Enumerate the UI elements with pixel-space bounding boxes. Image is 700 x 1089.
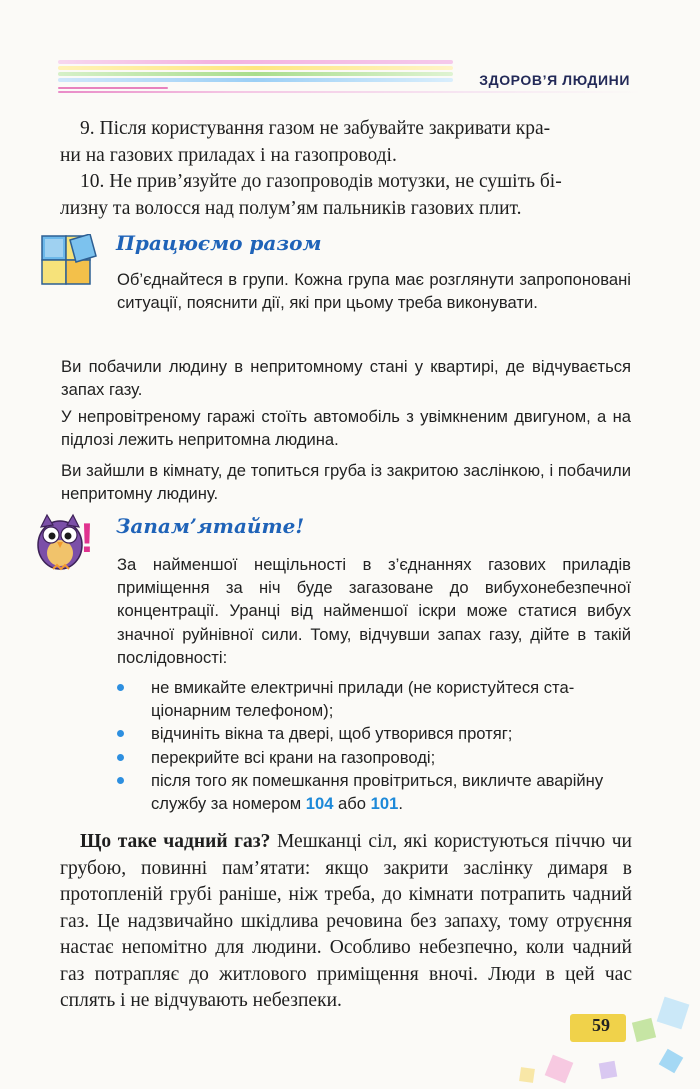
rule-10-line2: лизну та волосся над полум’ям пальників газових плит. <box>60 197 522 219</box>
situation-2: У непровітреному гаражі стоїть автомобіль з увімкненим двигуном, а на підлозі лежить непритомна людина. <box>61 407 631 450</box>
exclamation-icon: ! <box>80 514 94 561</box>
co-gas-text: Мешканці сіл, які користуються піччю чи грубою, повинні пам’ятати: якщо закрити заслінку димаря в протопленій грубі раніше, ніж треба, до кімнати потрапить чадний газ. Це надзвичайно шкідлива речовина без запаху, тому отруєння настає непомітно для людини. Особливо небезпечно, коли чадний газ потрапляє до житлового приміщення вночі. Люди в цей час сплять і не відчувають небезпеки. <box>60 831 632 1011</box>
remember-bullet-list <box>117 676 631 815</box>
remember-title: Запам’ятайте! <box>116 514 305 538</box>
bullet-icon <box>117 754 124 761</box>
list-item <box>117 722 631 745</box>
rule-9-line2: ни на газових приладах і на газопроводі. <box>60 144 397 166</box>
situation-1: Ви побачили людину в непритомному стані у квартирі, де відчувається запах газу. <box>61 357 631 400</box>
co-gas-heading: Що таке чадний газ? <box>80 831 271 852</box>
safety-rules <box>60 116 632 222</box>
rule-9-line1: 9. Після користування газом не забувайте закривати кра- <box>80 118 551 139</box>
list-item <box>117 769 631 815</box>
co-gas-paragraph <box>60 829 632 1015</box>
bullet-icon <box>117 777 124 784</box>
header-title: ЗДОРОВ’Я ЛЮДИНИ <box>479 72 630 88</box>
emergency-number-101: 101 <box>370 794 399 814</box>
situation-3: Ви зайшли в кімнату, де топиться груба із закритою заслінкою, і побачили непритомну людину. <box>61 461 631 504</box>
bullet-text: перекрийте всі крани на газопроводі; <box>151 747 436 767</box>
bullet-text: відчиніть вікна та двері, щоб утворився протяг; <box>151 724 513 744</box>
bullet-text: після того як помешкання провітриться, викличте аварійну службу за номером <box>151 770 604 814</box>
page-number: 59 <box>592 1015 610 1035</box>
bullet-text: не вмикайте електричні прилади (не користуйтеся стаціонарним телефоном); <box>151 678 575 721</box>
list-item <box>117 746 631 769</box>
work-together-title: Працюємо разом <box>116 231 322 255</box>
bullet-text-mid: або <box>333 794 371 814</box>
emergency-number-104: 104 <box>305 794 334 814</box>
rule-10-line1: 10. Не прив’язуйте до газопроводів мотузки, не сушіть бі- <box>80 171 562 192</box>
puzzle-icon <box>40 234 98 295</box>
work-together-intro: Об’єднайтеся в групи. Кожна група має розглянути запропоновані ситуації, пояснити дії, які при цьому треба виконувати. <box>117 270 631 313</box>
bullet-icon <box>117 684 124 691</box>
list-item <box>117 676 631 722</box>
bullet-text-end: . <box>398 794 403 814</box>
remember-text: За найменшої нещільності в з’єднаннях газових приладів приміщення за ніч буде загазоване до вибухонебезпечної концентрації. Уранці від найменшої іскри може статися вибух значної руйнівної сили. Тому, відчувши запах газу, дійте в такій послідовності: <box>117 555 631 667</box>
bullet-icon <box>117 730 124 737</box>
